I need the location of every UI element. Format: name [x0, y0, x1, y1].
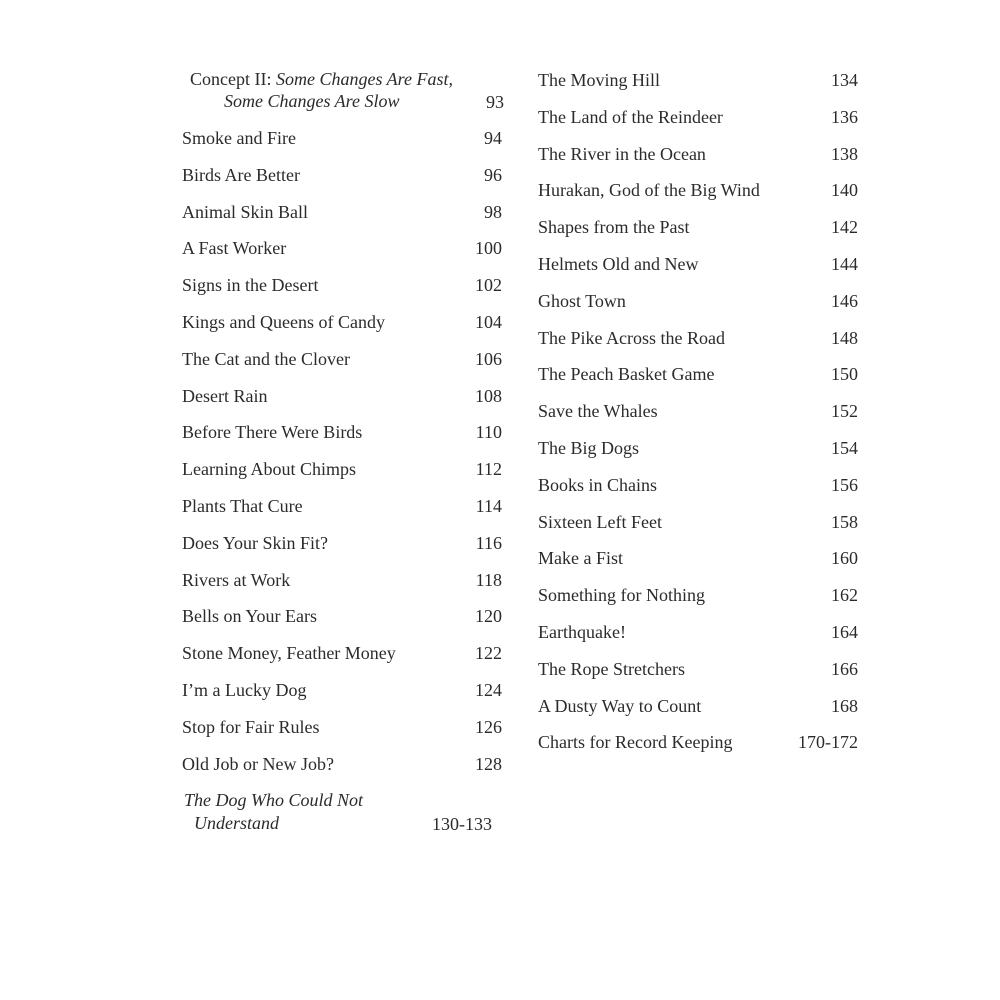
story-title-line1: The Dog Who Could Not	[184, 790, 364, 810]
toc-entry-title: A Dusty Way to Count	[538, 695, 702, 716]
toc-entry-title: Charts for Record Keeping	[538, 732, 733, 753]
toc-entry-page: 162	[831, 585, 858, 606]
toc-entry-page: 160	[831, 548, 858, 569]
toc-entry-title: Learning About Chimps	[182, 459, 356, 480]
toc-entry-page: 146	[831, 290, 858, 311]
toc-entry-page: 168	[831, 695, 858, 716]
story-title-line2: Understand	[194, 813, 279, 833]
concept-title-line2: Some Changes Are Slow	[224, 91, 400, 111]
toc-entry-page: 140	[831, 180, 858, 201]
toc-entry-title: A Fast Worker	[182, 238, 287, 259]
toc-entry-title: Before There Were Birds	[182, 422, 363, 443]
concept-title-line1	[190, 68, 453, 90]
toc-entry-title: Rivers at Work	[182, 569, 291, 590]
toc-entry-page: 120	[475, 606, 502, 627]
toc-entry-title: The Moving Hill	[538, 70, 660, 90]
toc-entry-page: 104	[475, 312, 502, 332]
toc-entry-title: The River in the Ocean	[538, 143, 706, 164]
toc-entry-title: Hurakan, God of the Big Wind	[538, 180, 760, 201]
toc-entry-page: 124	[475, 680, 502, 700]
toc-entry-page: 96	[484, 164, 502, 185]
toc-entry-page: 112	[475, 459, 502, 480]
toc-entry-title: Smoke and Fire	[182, 128, 296, 148]
toc-entry-page: 164	[831, 622, 858, 642]
toc-entry-title: Earthquake!	[538, 622, 626, 642]
toc-entry-page: 170-172	[798, 732, 858, 753]
toc-entry-page: 126	[475, 716, 502, 737]
toc-entry-page: 94	[484, 128, 502, 148]
toc-entry-title: Helmets Old and New	[538, 254, 699, 274]
toc-entry-title: Birds Are Better	[182, 164, 300, 185]
toc-entry-title: I’m a Lucky Dog	[182, 680, 307, 700]
toc-entry-title: The Pike Across the Road	[538, 327, 725, 348]
toc-entry-title: Books in Chains	[538, 474, 658, 495]
toc-entry-title: Does Your Skin Fit?	[182, 532, 329, 553]
concept-page: 93	[486, 92, 504, 112]
toc-entry-title: Kings and Queens of Candy	[182, 312, 385, 332]
toc-entry-page: 106	[475, 348, 502, 369]
toc-entry-page: 154	[831, 438, 858, 458]
toc-entry-page: 98	[484, 201, 502, 222]
toc-entry-title: Bells on Your Ears	[182, 606, 318, 627]
toc-entry-title: Animal Skin Ball	[182, 201, 308, 222]
toc-entry-page: 136	[831, 106, 858, 127]
toc-entry-page: 144	[831, 254, 858, 274]
toc-entry-page: 134	[831, 70, 858, 90]
toc-entry-title: The Rope Stretchers	[538, 658, 685, 679]
toc-entry-page: 110	[475, 422, 502, 443]
toc-entry-title: Sixteen Left Feet	[538, 511, 662, 532]
toc-entry-page: 128	[475, 753, 502, 774]
story-page: 130-133	[432, 814, 492, 834]
toc-entry-title: Make a Fist	[538, 548, 623, 569]
toc-entry-page: 114	[475, 496, 502, 516]
toc-entry-title: Plants That Cure	[182, 496, 303, 516]
toc-entry-title: Desert Rain	[182, 385, 268, 406]
toc-entry-page: 166	[831, 658, 858, 679]
toc-entry-title: Signs in the Desert	[182, 275, 319, 296]
toc-entry-page: 156	[831, 474, 858, 495]
toc-entry-title: Stone Money, Feather Money	[182, 643, 396, 664]
concept-subtitle-part1: Some Changes Are Fast,	[275, 69, 453, 89]
toc-entry-page: 116	[475, 532, 502, 553]
toc-entry-page: 152	[831, 401, 858, 422]
toc-entry-title: The Land of the Reindeer	[538, 106, 723, 127]
toc-entry-title: Something for Nothing	[538, 585, 705, 606]
toc-entry-page: 102	[475, 275, 502, 296]
concept-label: Concept II:	[190, 69, 272, 89]
toc-entry-title: Stop for Fair Rules	[182, 716, 320, 737]
toc-entry-page: 148	[831, 327, 858, 348]
toc-entry-title: Ghost Town	[538, 290, 626, 311]
toc-entry-page: 138	[831, 143, 858, 164]
toc-entry-title: Save the Whales	[538, 401, 658, 422]
toc-entry-page: 122	[475, 643, 502, 664]
toc-entry-page: 150	[831, 364, 858, 385]
toc-entry-page: 108	[475, 385, 502, 406]
toc-entry-title: The Peach Basket Game	[538, 364, 715, 385]
toc-entry-title: Old Job or New Job?	[182, 753, 334, 774]
toc-entry-page: 118	[475, 569, 502, 590]
toc-entry-page: 158	[831, 511, 858, 532]
toc-entry-page: 100	[475, 238, 502, 259]
toc-entry-title: The Big Dogs	[538, 438, 639, 458]
toc-entry-page: 142	[831, 217, 858, 238]
toc-entry-title: The Cat and the Clover	[182, 348, 350, 369]
toc-entry-title: Shapes from the Past	[538, 217, 690, 238]
